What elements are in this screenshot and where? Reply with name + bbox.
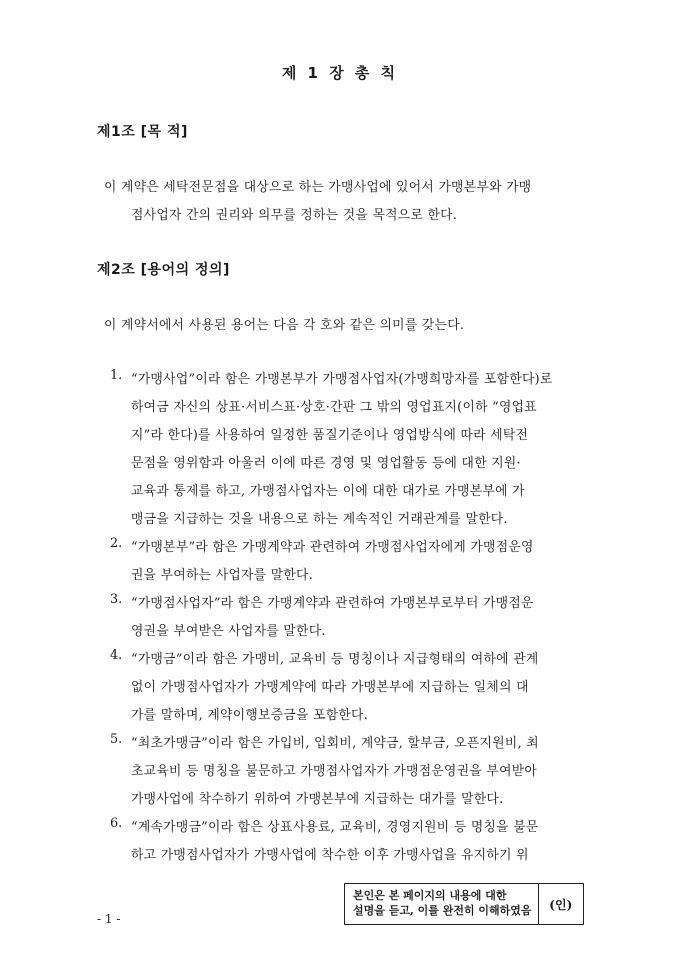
article1-line: 점사업자 간의 권리와 의무를 정하는 것을 목적으로 한다. — [131, 208, 458, 223]
confirmation-box — [344, 883, 584, 925]
confirmation-statement — [345, 884, 539, 924]
list-item-line: 문점을 영위함과 아울러 이에 따른 경영 및 영업활동 등에 대한 지원· — [131, 456, 521, 471]
list-item-line: “가맹사업”이라 함은 가맹본부가 가맹점사업자(가맹희망자를 포함한다)로 — [131, 372, 553, 387]
list-item-line: 권을 부여하는 사업자를 말한다. — [131, 568, 314, 583]
list-item-number: 2. — [110, 536, 123, 551]
page-number: - 1 - — [97, 912, 121, 926]
list-item-line: 하고 가맹점사업자가 가맹사업에 착수한 이후 가맹사업을 유지하기 위 — [131, 848, 529, 863]
article2-heading: 제2조 [용어의 정의] — [97, 262, 230, 278]
list-item-number: 4. — [110, 648, 123, 663]
confirmation-line: 설명을 듣고, 이를 완전히 이해하였음 — [353, 904, 532, 917]
article2-intro: 이 계약서에서 사용된 용어는 다음 각 호와 같은 의미를 갖는다. — [104, 318, 465, 333]
confirmation-line: 본인은 본 페이지의 내용에 대한 — [353, 889, 507, 902]
list-item-line: 가를 말하며, 계약이행보증금을 포함한다. — [131, 708, 369, 723]
list-item-line: “가맹금”이라 함은 가맹비, 교육비 등 명칭이나 지급형태의 여하에 관계 — [131, 652, 539, 667]
list-item-line: “계속가맹금”이라 함은 상표사용료, 교육비, 경영지원비 등 명칭을 불문 — [131, 820, 539, 835]
list-item-line: 지”라 한다)를 사용하여 일정한 품질기준이나 영업방식에 따라 세탁전 — [131, 428, 529, 443]
seal-field[interactable]: (인) — [549, 897, 573, 912]
list-item-line: 교육과 통제를 하고, 가맹점사업자는 이에 대한 대가로 가맹본부에 가 — [131, 484, 525, 499]
article1-heading: 제1조 [목 적] — [97, 124, 188, 140]
chapter-title: 제 1 장 총 칙 — [281, 64, 399, 82]
list-item-line: “가맹본부”라 함은 가맹계약과 관련하여 가맹점사업자에게 가맹점운영 — [131, 540, 534, 555]
list-item-line: 영권을 부여받은 사업자를 말한다. — [131, 624, 326, 639]
list-item-line: 맹금을 지급하는 것을 내용으로 하는 계속적인 거래관계를 말한다. — [131, 512, 508, 527]
list-item-line: 가맹사업에 착수하기 위하여 가맹본부에 지급하는 대가를 말한다. — [131, 792, 504, 807]
list-item-number: 1. — [110, 368, 123, 383]
list-item-line: “최초가맹금”이라 함은 가입비, 입회비, 계약금, 할부금, 오픈지원비, 최 — [131, 736, 539, 751]
article1-line: 이 계약은 세탁전문점을 대상으로 하는 가맹사업에 있어서 가맹본부와 가맹 — [104, 180, 532, 195]
list-item-line: “가맹점사업자”라 함은 가맹계약과 관련하여 가맹본부로부터 가맹점운 — [131, 596, 534, 611]
list-item-line: 없이 가맹점사업자가 가맹계약에 따라 가맹본부에 지급하는 일체의 대 — [131, 680, 529, 695]
list-item-line: 하여금 자신의 상표·서비스표·상호·간판 그 밖의 영업표지(이하 “영업표 — [131, 400, 537, 415]
list-item-number: 5. — [110, 732, 123, 747]
list-item-number: 6. — [110, 816, 123, 831]
list-item-line: 초교육비 등 명칭을 불문하고 가맹점사업자가 가맹점운영권을 부여받아 — [131, 764, 538, 779]
list-item-number: 3. — [110, 592, 123, 607]
